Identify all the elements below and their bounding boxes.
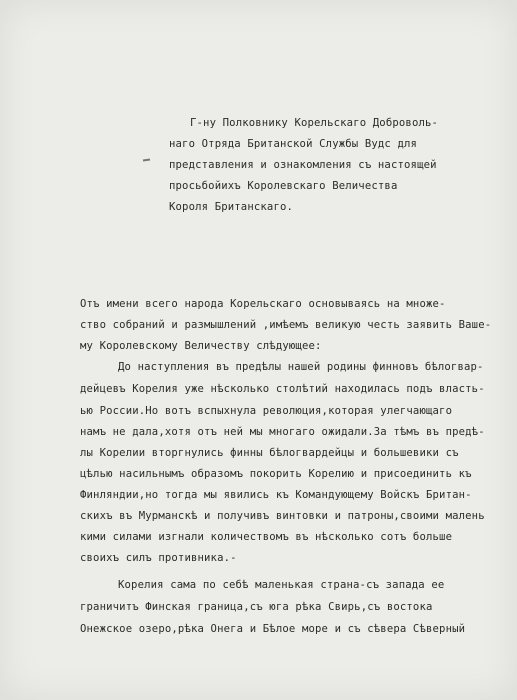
body-line: своихъ силъ противника.- bbox=[80, 552, 237, 564]
body-line: кими силами изгнали количествомъ въ нѣсколько сотъ больше bbox=[80, 531, 453, 543]
body-line: ью России.Но вотъ вспыхнула революция,которая улегчающаго bbox=[80, 405, 453, 417]
address-line: Г-ну Полковнику Корельскаго Доброволь- bbox=[190, 117, 439, 129]
body-line: Отъ имени всего народа Корельскаго основываясь на множе- bbox=[80, 298, 446, 310]
body-line: му Королевскому Величеству слѣдующее: bbox=[80, 340, 322, 352]
body-line: Корелия сама по себѣ маленькая страна-съ запада ее bbox=[118, 579, 445, 591]
address-line: Короля Британскаго. bbox=[169, 201, 294, 213]
body-line: До наступления въ предѣлы нашей родины финновъ бѣлогвар- bbox=[118, 361, 484, 373]
body-line: цѣлью насильнымъ образомъ покорить Корелию и присоединить къ bbox=[80, 468, 472, 480]
ink-mark bbox=[143, 159, 150, 162]
body-line: лы Корелии вторгнулись финны бѣлогвардейцы и большевики съ bbox=[80, 447, 459, 459]
address-line: просьбойихъ Королевскаго Величества bbox=[169, 180, 398, 192]
body-line: намъ не дала,хотя отъ ней мы многаго ожидали.За тѣмъ въ предѣ- bbox=[80, 426, 485, 438]
address-line: наго Отряда Британской Службы Вудс для bbox=[169, 138, 418, 150]
body-line: граничитъ Финская граница,съ юга рѣка Свирь,съ востока bbox=[80, 601, 433, 613]
body-line: скихъ въ Мурманскѣ и получивъ винтовки и патроны,своими малень bbox=[80, 510, 485, 522]
body-line: Финляндии,но тогда мы явились къ Командующему Войскъ Британ- bbox=[80, 489, 472, 501]
body-line: дейцевъ Корелия уже нѣсколько столѣтий находилась подъ власть- bbox=[80, 383, 485, 395]
body-line: Онежское озеро,рѣка Онега и Бѣлое море и съ сѣвера Сѣверный bbox=[80, 623, 466, 635]
body-line: ство собраний и размышлений ,имѣемъ великую честь заявить Вашe- bbox=[80, 319, 492, 331]
address-line: представления и ознакомления съ настоящей bbox=[169, 159, 437, 171]
